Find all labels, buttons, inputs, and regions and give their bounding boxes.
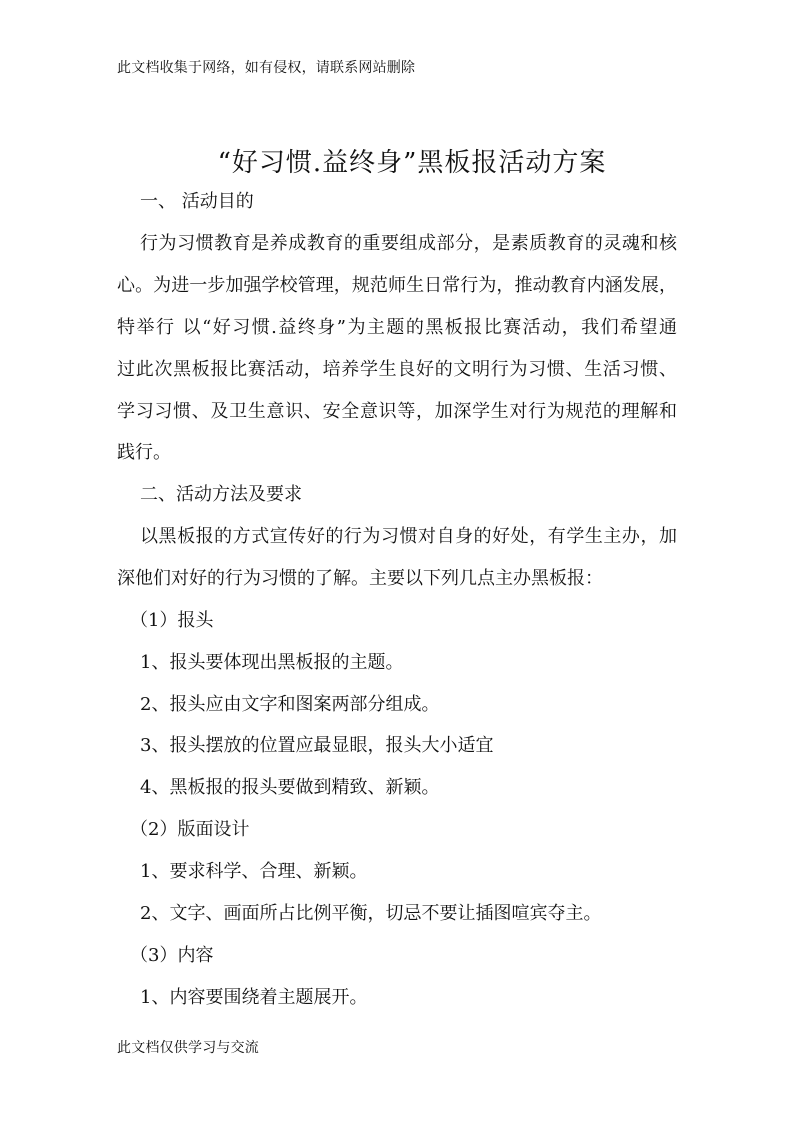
document-title: “好习惯.益终身”黑板报活动方案 [217, 148, 607, 178]
paragraph-line: 过此次黑板报比赛活动，培养学生良好的文明行为习惯、生活习惯、 [117, 359, 677, 380]
list-item: 1、要求科学、合理、新颖。 [140, 861, 368, 882]
paragraph-line: 践行。 [117, 442, 171, 463]
section-heading-purpose: 一、 活动目的 [140, 191, 254, 212]
subheading-masthead: （1）报头 [130, 610, 214, 631]
section-heading-methods: 二、活动方法及要求 [140, 484, 302, 505]
list-item: 3、报头摆放的位置应最显眼，报头大小适宜 [140, 735, 494, 756]
list-item: 1、内容要围绕着主题展开。 [140, 987, 368, 1008]
header-note: 此文档收集于网络，如有侵权，请联系网站删除 [117, 60, 416, 76]
list-item: 2、文字、画面所占比例平衡，切忌不要让插图喧宾夺主。 [140, 903, 602, 924]
paragraph-line: 行为习惯教育是养成教育的重要组成部分，是素质教育的灵魂和核 [140, 233, 677, 254]
list-item: 4、黑板报的报头要做到精致、新颖。 [140, 777, 440, 798]
subheading-content: （3）内容 [130, 945, 214, 966]
subheading-layout: （2）版面设计 [130, 819, 250, 840]
list-item: 1、报头要体现出黑板报的主题。 [140, 652, 404, 673]
paragraph-line: 特举行 以“好习惯.益终身”为主题的黑板报比赛活动，我们希望通 [117, 317, 677, 338]
paragraph-line: 深他们对好的行为习惯的了解。主要以下列几点主办黑板报： [117, 568, 603, 589]
list-item: 2、报头应由文字和图案两部分组成。 [140, 694, 440, 715]
paragraph-line: 学习习惯、及卫生意识、安全意识等，加深学生对行为规范的理解和 [117, 401, 677, 422]
footer-note: 此文档仅供学习与交流 [117, 1040, 259, 1056]
paragraph-line: 心。为进一步加强学校管理，规范师生日常行为，推动教育内涵发展， [117, 275, 677, 296]
paragraph-line: 以黑板报的方式宣传好的行为习惯对自身的好处，有学生主办，加 [140, 526, 677, 547]
